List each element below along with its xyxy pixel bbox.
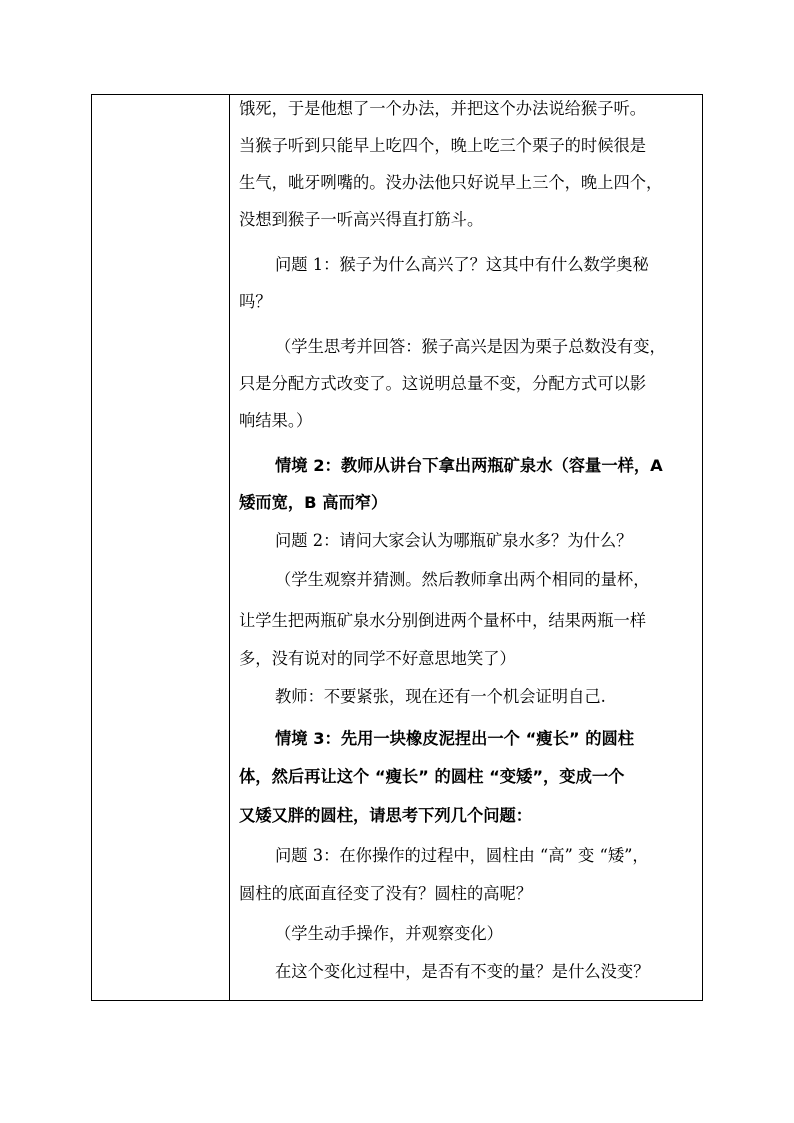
text-line: （学生观察并猜测。然后教师拿出两个相同的量杯， — [275, 570, 650, 589]
text-line: 矮而宽，B 高而窄） — [239, 493, 388, 512]
text-line: 没想到猴子一听高兴得直打筋斗。 — [239, 210, 484, 229]
text-line: 在这个变化过程中，是否有不变的量？是什么没变？ — [275, 962, 650, 981]
text-line: 当猴子听到只能早上吃四个，晚上吃三个栗子的时候很是 — [239, 136, 647, 155]
text-line: 响结果。） — [239, 411, 313, 430]
text-line: 让学生把两瓶矿泉水分别倒进两个量杯中，结果两瓶一样 — [239, 611, 647, 630]
text-line: （学生动手操作，并观察变化） — [275, 924, 503, 943]
text-line: 问题 1：猴子为什么高兴了？这其中有什么数学奥秘 — [275, 255, 649, 274]
text-line: 生气，呲牙咧嘴的。没办法他只好说早上三个，晚上四个， — [239, 173, 663, 192]
table-left-cell — [92, 95, 230, 1000]
text-line: 饿死，于是他想了一个办法，并把这个办法说给猴子听。 — [239, 99, 647, 118]
text-line: 只是分配方式改变了。这说明总量不变，分配方式可以影 — [239, 374, 647, 393]
text-line: 吗？ — [239, 292, 272, 311]
table-content-cell — [230, 95, 702, 1000]
text-line: 体，然后再让这个 “瘦长” 的圆柱 “变矮”，变成一个 — [239, 767, 625, 786]
lesson-table — [91, 94, 703, 1001]
text-line: （学生思考并回答：猴子高兴是因为栗子总数没有变， — [275, 337, 666, 356]
text-line: 问题 2：请问大家会认为哪瓶矿泉水多？为什么？ — [275, 531, 633, 550]
text-line: 教师：不要紧张，现在还有一个机会证明自己. — [275, 687, 606, 706]
text-line: 多，没有说对的同学不好意思地笑了） — [239, 649, 516, 668]
text-line: 情境 3：先用一块橡皮泥捏出一个 “瘦长” 的圆柱 — [275, 729, 635, 748]
text-line: 圆柱的底面直径变了没有？圆柱的高呢？ — [239, 884, 533, 903]
text-line: 情境 2：教师从讲台下拿出两瓶矿泉水（容量一样，A — [275, 456, 663, 475]
text-line: 问题 3：在你操作的过程中，圆柱由 “高” 变 “矮”， — [275, 846, 649, 865]
text-line: 又矮又胖的圆柱，请思考下列几个问题： — [239, 806, 533, 825]
